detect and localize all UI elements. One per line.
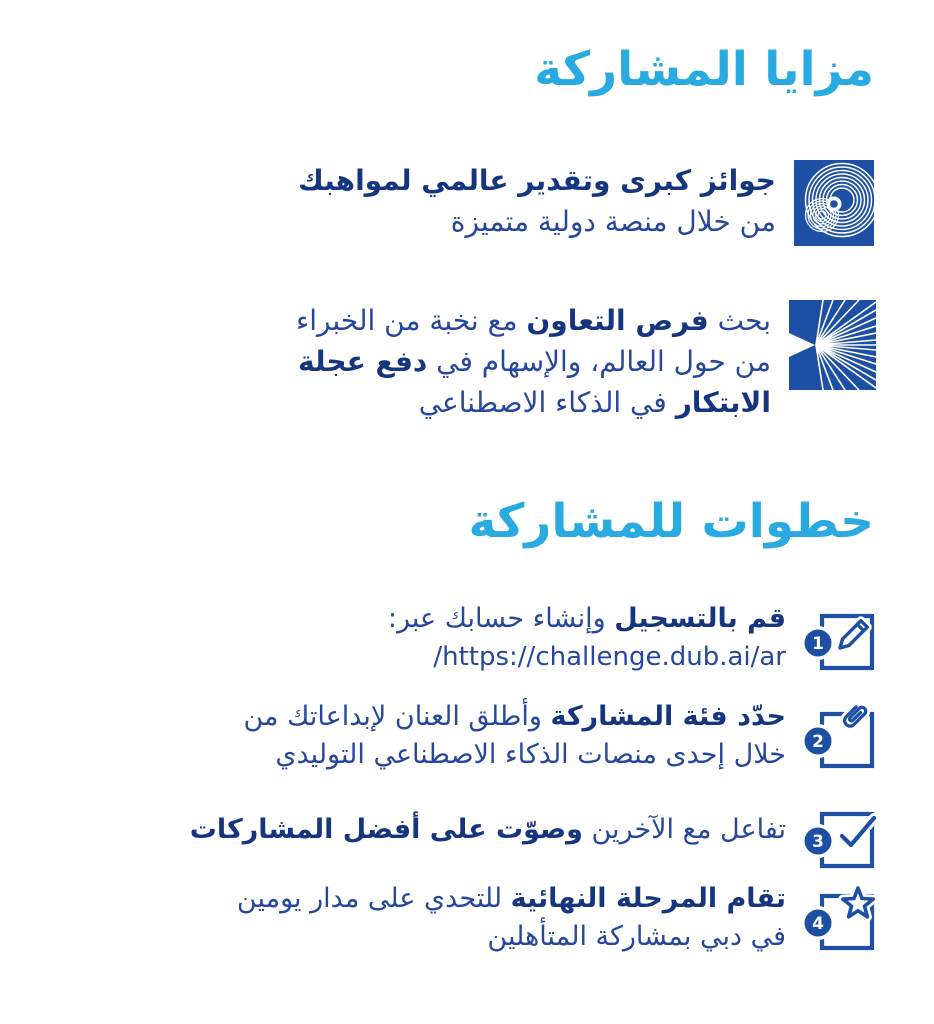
star-icon [794,880,884,960]
benefit-item-prizes [298,160,874,246]
step-number: 2 [812,732,824,752]
step-line: وأطلق العنان لإبداعاتك من [243,701,551,732]
paperclip-icon [794,698,884,778]
step-item-vote [190,798,884,878]
step-line: تفاعل مع الآخرين [582,814,786,845]
steps-heading: خطوات للمشاركة [468,494,874,549]
step-item-register [388,600,884,680]
benefit-line: جوائز كبرى وتقدير عالمي لمواهبك [298,164,776,197]
benefit-line: فرص التعاون [526,304,709,337]
step-line: تقام المرحلة النهائية [510,883,786,914]
benefit-text [296,300,771,423]
step-number: 1 [812,634,824,654]
benefit-line: من حول العالم، والإسهام في [427,345,771,378]
step-item-category [244,698,885,778]
step-line: وإنشاء حسابك عبر: [387,603,615,634]
benefit-line: مع نخبة من الخبراء [296,304,527,337]
pencil-icon [794,600,884,680]
benefit-line: في الذكاء الاصطناعي [418,386,676,419]
step-line: للتحدي على مدار يومين [236,883,511,914]
step-text [190,798,786,849]
benefit-line: الابتكار [675,386,771,419]
benefit-item-collaboration [296,300,876,423]
step-item-final [237,880,884,960]
benefit-line: بحث [708,304,771,337]
benefit-text [298,160,776,242]
benefit-line: من خلال منصة دولية متميزة [450,205,776,238]
step-line: خلال إحدى منصات الذكاء الاصطناعي التوليدي [275,739,786,770]
step-text [244,698,787,774]
step-line: وصوّت على أفضل المشاركات [189,814,583,845]
award-rings-icon [794,160,874,246]
benefit-line: دفع عجلة [297,345,428,378]
checkmark-icon [794,798,884,878]
step-line: قم بالتسجيل [614,603,786,634]
step-number: 4 [812,914,824,934]
step-text [388,600,786,676]
step-line: حدّد فئة المشاركة [550,701,786,732]
light-rays-icon [789,300,876,390]
registration-url[interactable]: /https://challenge.dub.ai/ar [433,642,786,672]
step-text [237,880,786,956]
benefits-heading: مزايا المشاركة [534,42,874,97]
step-line: في دبي بمشاركة المتأهلين [487,921,786,952]
step-number: 3 [812,832,824,852]
